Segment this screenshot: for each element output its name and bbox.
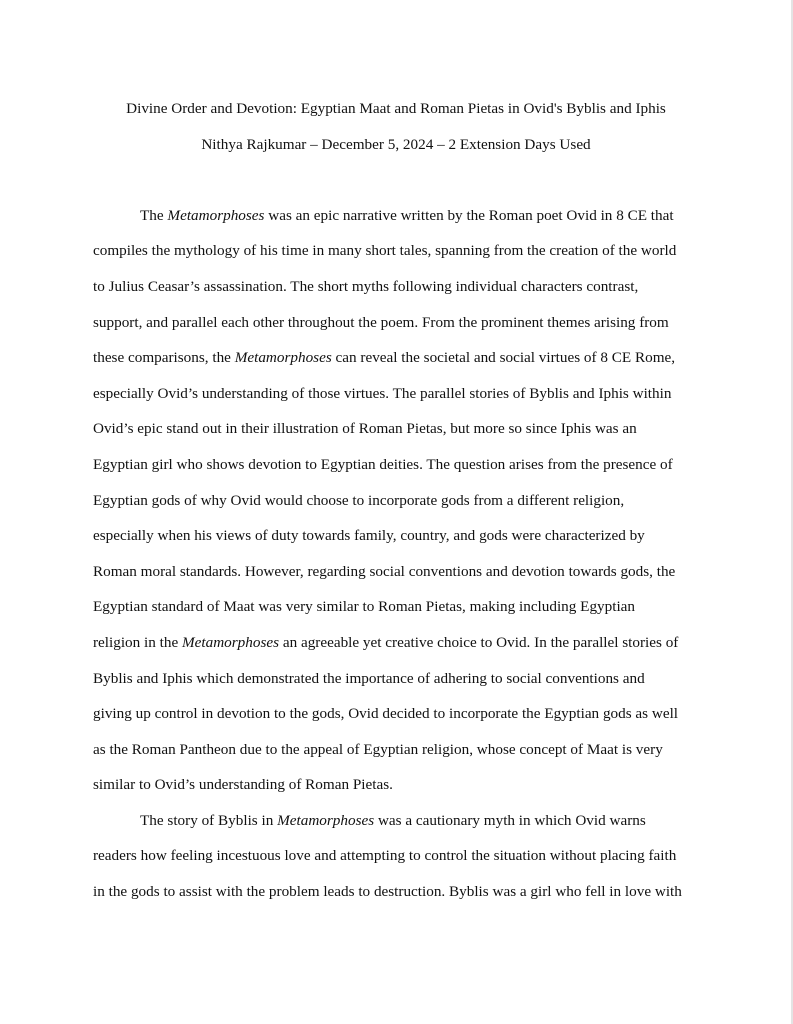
text-line — [93, 233, 699, 269]
text-run: compiles the mythology of his time in many short tales, spanning from the creation of the world — [93, 242, 677, 260]
text-run: these comparisons, the — [93, 349, 235, 367]
text-line — [93, 269, 699, 305]
text-run: was a cautionary myth in which Ovid warns — [374, 811, 646, 829]
text-run: Byblis and Iphis which demonstrated the importance of adhering to social conventions and — [93, 669, 645, 687]
italic-title: Metamorphoses — [277, 811, 375, 829]
document-byline: Nithya Rajkumar – December 5, 2024 – 2 Extension Days Used — [201, 135, 591, 153]
text-line — [93, 874, 699, 910]
text-run: The story of Byblis in — [140, 811, 278, 829]
text-line — [93, 696, 699, 732]
text-line — [93, 198, 699, 234]
text-line — [93, 838, 699, 874]
text-run: similar to Ovid’s understanding of Roman Pietas. — [93, 776, 393, 794]
text-line — [93, 340, 699, 376]
text-run: Egyptian gods of why Ovid would choose to incorporate gods from a different religion, — [93, 491, 625, 509]
text-run: an agreeable yet creative choice to Ovid. In the parallel stories of — [279, 633, 679, 651]
italic-title: Metamorphoses — [234, 349, 332, 367]
document-title: Divine Order and Devotion: Egyptian Maat and Roman Pietas in Ovid's Byblis and Iphis — [126, 100, 666, 117]
text-run: Egyptian girl who shows devotion to Egyptian deities. The question arises from the presence of — [93, 455, 673, 473]
text-line — [93, 732, 699, 768]
text-run: readers how feeling incestuous love and attempting to control the situation without placing faith — [93, 847, 677, 865]
text-run: as the Roman Pantheon due to the appeal of Egyptian religion, whose concept of Maat is very — [93, 740, 663, 758]
text-run: especially when his views of duty towards family, country, and gods were characterized by — [93, 527, 645, 545]
paragraphs — [93, 198, 699, 910]
text-run: can reveal the societal and social virtues of 8 CE Rome, — [331, 349, 676, 367]
text-run: The — [140, 206, 168, 224]
text-line — [93, 661, 699, 697]
text-run: in the gods to assist with the problem leads to destruction. Byblis was a girl who fell in love with — [93, 883, 682, 901]
document-body — [93, 91, 699, 910]
text-line — [93, 483, 699, 519]
text-run: support, and parallel each other throughout the poem. From the prominent themes arising from — [93, 313, 669, 331]
text-run: especially Ovid’s understanding of those virtues. The parallel stories of Byblis and Iphis within — [93, 384, 672, 402]
text-line — [93, 376, 699, 412]
text-run: Ovid’s epic stand out in their illustration of Roman Pietas, but more so since Iphis was an — [93, 420, 637, 438]
text-run: Roman moral standards. However, regarding social conventions and devotion towards gods, the — [93, 562, 676, 580]
italic-title: Metamorphoses — [182, 633, 280, 651]
text-line — [93, 767, 699, 803]
text-run: to Julius Ceasar’s assassination. The short myths following individual characters contrast, — [93, 277, 639, 295]
text-run: giving up control in devotion to the gods, Ovid decided to incorporate the Egyptian gods as well — [93, 705, 679, 723]
text-run: Egyptian standard of Maat was very similar to Roman Pietas, making including Egyptian — [93, 598, 636, 616]
italic-title: Metamorphoses — [167, 206, 265, 224]
paragraph — [93, 198, 699, 803]
text-line — [93, 518, 699, 554]
text-line — [93, 447, 699, 483]
text-run: religion in the — [93, 633, 182, 651]
text-line — [93, 554, 699, 590]
paragraph — [93, 803, 699, 910]
text-line — [93, 589, 699, 625]
text-line — [93, 411, 699, 447]
text-line — [93, 803, 699, 839]
text-line — [93, 625, 699, 661]
text-line — [93, 305, 699, 341]
text-run: was an epic narrative written by the Roman poet Ovid in 8 CE that — [264, 206, 674, 224]
